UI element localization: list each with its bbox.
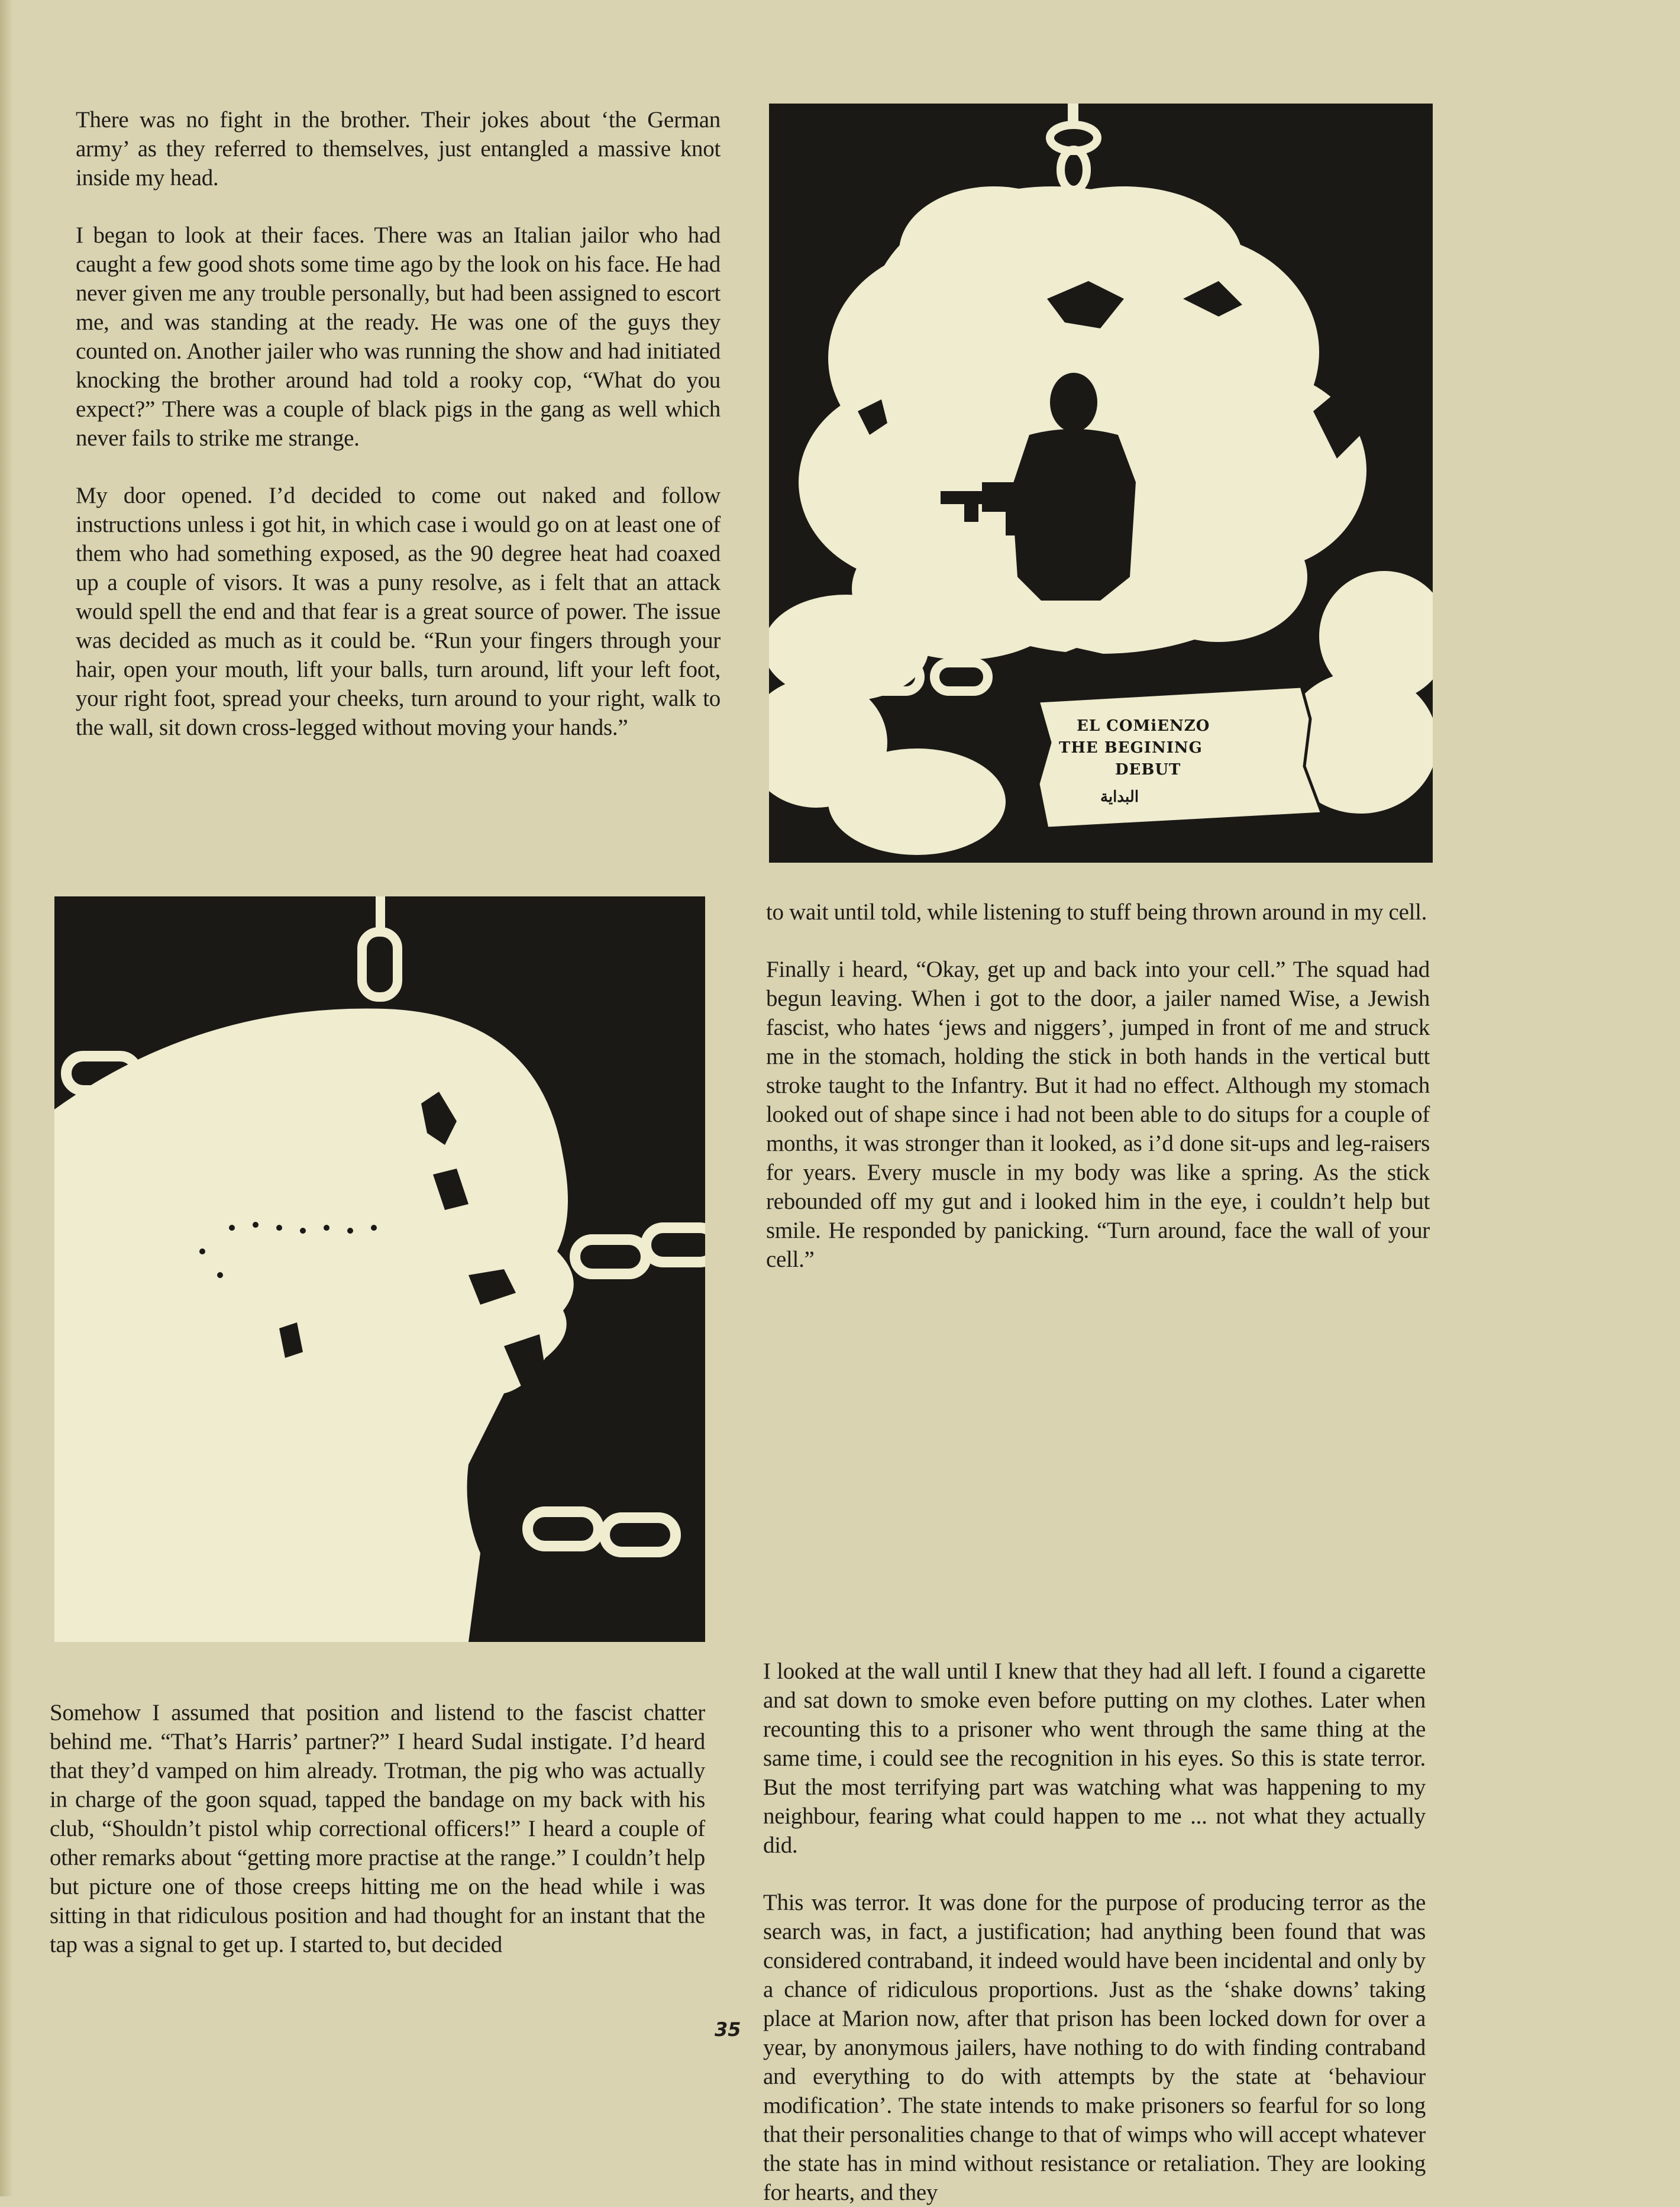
illustration-head-chains: [54, 896, 705, 1642]
illustration-gunman-art: [769, 104, 1433, 863]
banner-line-arabic: البداية: [1100, 788, 1139, 806]
paragraph: This was terror. It was done for the purpose of producing terror as the search was, in fact, a justification; had anything been found that was considered contraband, it indeed would have been incidental and only by a chance of ridiculous proportions. Just as the ‘shake downs’ taking place at Marion now, after that prison has been locked down for over a year, by anonymous jailers, have nothing to do with finding contraband and everything to do with attempts by the state at ‘behaviour modification’. The state intends to make prisoners so fearful for so long that their personalities change to that of wimps who will accept whatever the state has in mind without resistance or retaliation. They are looking for hearts, and they: [763, 1890, 1426, 2205]
article-column-right-bottom: [763, 1657, 1426, 2207]
illustration-gunman-clouds: [769, 104, 1433, 863]
illustration-head-art: [54, 896, 705, 1642]
paragraph: I looked at the wall until I knew that they had all left. I found a cigarette and sat down to smoke even before putting on my clothes. Later when recounting this to a prisoner who went through the same thing at the same time, i could see the recognition in his eyes. So this is state terror. But the most terrifying part was watching what was happening to my neighbour, fearing what could happen to me ... not what they actually did.: [763, 1659, 1426, 1858]
banner-line-english: THE BEGINING: [1059, 739, 1203, 757]
banner-line-french: DEBUT: [1115, 761, 1181, 779]
paragraph: I began to look at their faces. There was an Italian jailor who had caught a few good shots some time ago by the look on his face. He had never given me any trouble personally, but had been assigned to escort me, and was standing at the ready. He was one of the guys they counted on. Another jailer who was running the show and had initiated knocking the brother around had told a rooky cop, “What do you expect?” There was a couple of black pigs in the gang as well which never fails to strike me strange.: [76, 222, 721, 451]
paragraph: Finally i heard, “Okay, get up and back into your cell.” The squad had begun leaving. When i got to the door, a jailer named Wise, a Jewish fascist, who hates ‘jews and niggers’, jumped in front of me and struck me in the stomach, holding the stick in both hands in the vertical butt stroke taught to the Infantry. But it had no effect. Although my stomach looked out of shape since i had not been able to do situps for a couple of months, it was stronger than it looked, as i’d done sit-ups and leg-raisers for years. Every muscle in my body was like a spring. As the stick rebounded off my gut and i looked him in the eye, i couldn’t help but smile. He responded by panicking. “Turn around, face the wall of your cell.”: [766, 957, 1430, 1272]
banner-line-spanish: EL COMiENZO: [1077, 717, 1210, 735]
paragraph: There was no fight in the brother. Their jokes about ‘the German army’ as they referred to themselves, just entangled a massive knot inside my head.: [76, 107, 721, 191]
article-column-left-bottom: [50, 1698, 705, 1959]
page-number: 35: [715, 2018, 741, 2041]
page-edge: [0, 0, 13, 2196]
paragraph: My door opened. I’d decided to come out naked and follow instructions unless i got hit, in which case i would go on at least one of them who had something exposed, as the 90 degree heat had coaxed up a couple of visors. It was a puny resolve, as i felt that an attack would spell the end and that fear is a great source of power. The issue was decided as much as it could be. “Run your fingers through your hair, open your mouth, lift your balls, turn around, lift your left foot, your right foot, spread your cheeks, turn around to your right, walk to the wall, sit down cross-legged without moving your hands.”: [76, 483, 721, 740]
paragraph: Somehow I assumed that position and listend to the fascist chatter behind me. “That’s Harris’ partner?” I heard Sudal instigate. I’d heard that they’d vamped on him already. Trotman, the pig who was actually in charge of the goon squad, tapped the bandage on my back with his club, “Shouldn’t pistol whip correctional officers!” I heard a couple of other remarks about “getting more practise at the range.” I couldn’t help but picture one of those creeps hitting me on the head while i was sitting in that ridiculous position and had thought for an instant that the tap was a signal to get up. I started to, but decided: [50, 1700, 705, 1957]
article-column-right-top: [766, 898, 1430, 1274]
article-column-left-top: [76, 105, 721, 742]
paragraph: to wait until told, while listening to stuff being thrown around in my cell.: [766, 899, 1427, 925]
